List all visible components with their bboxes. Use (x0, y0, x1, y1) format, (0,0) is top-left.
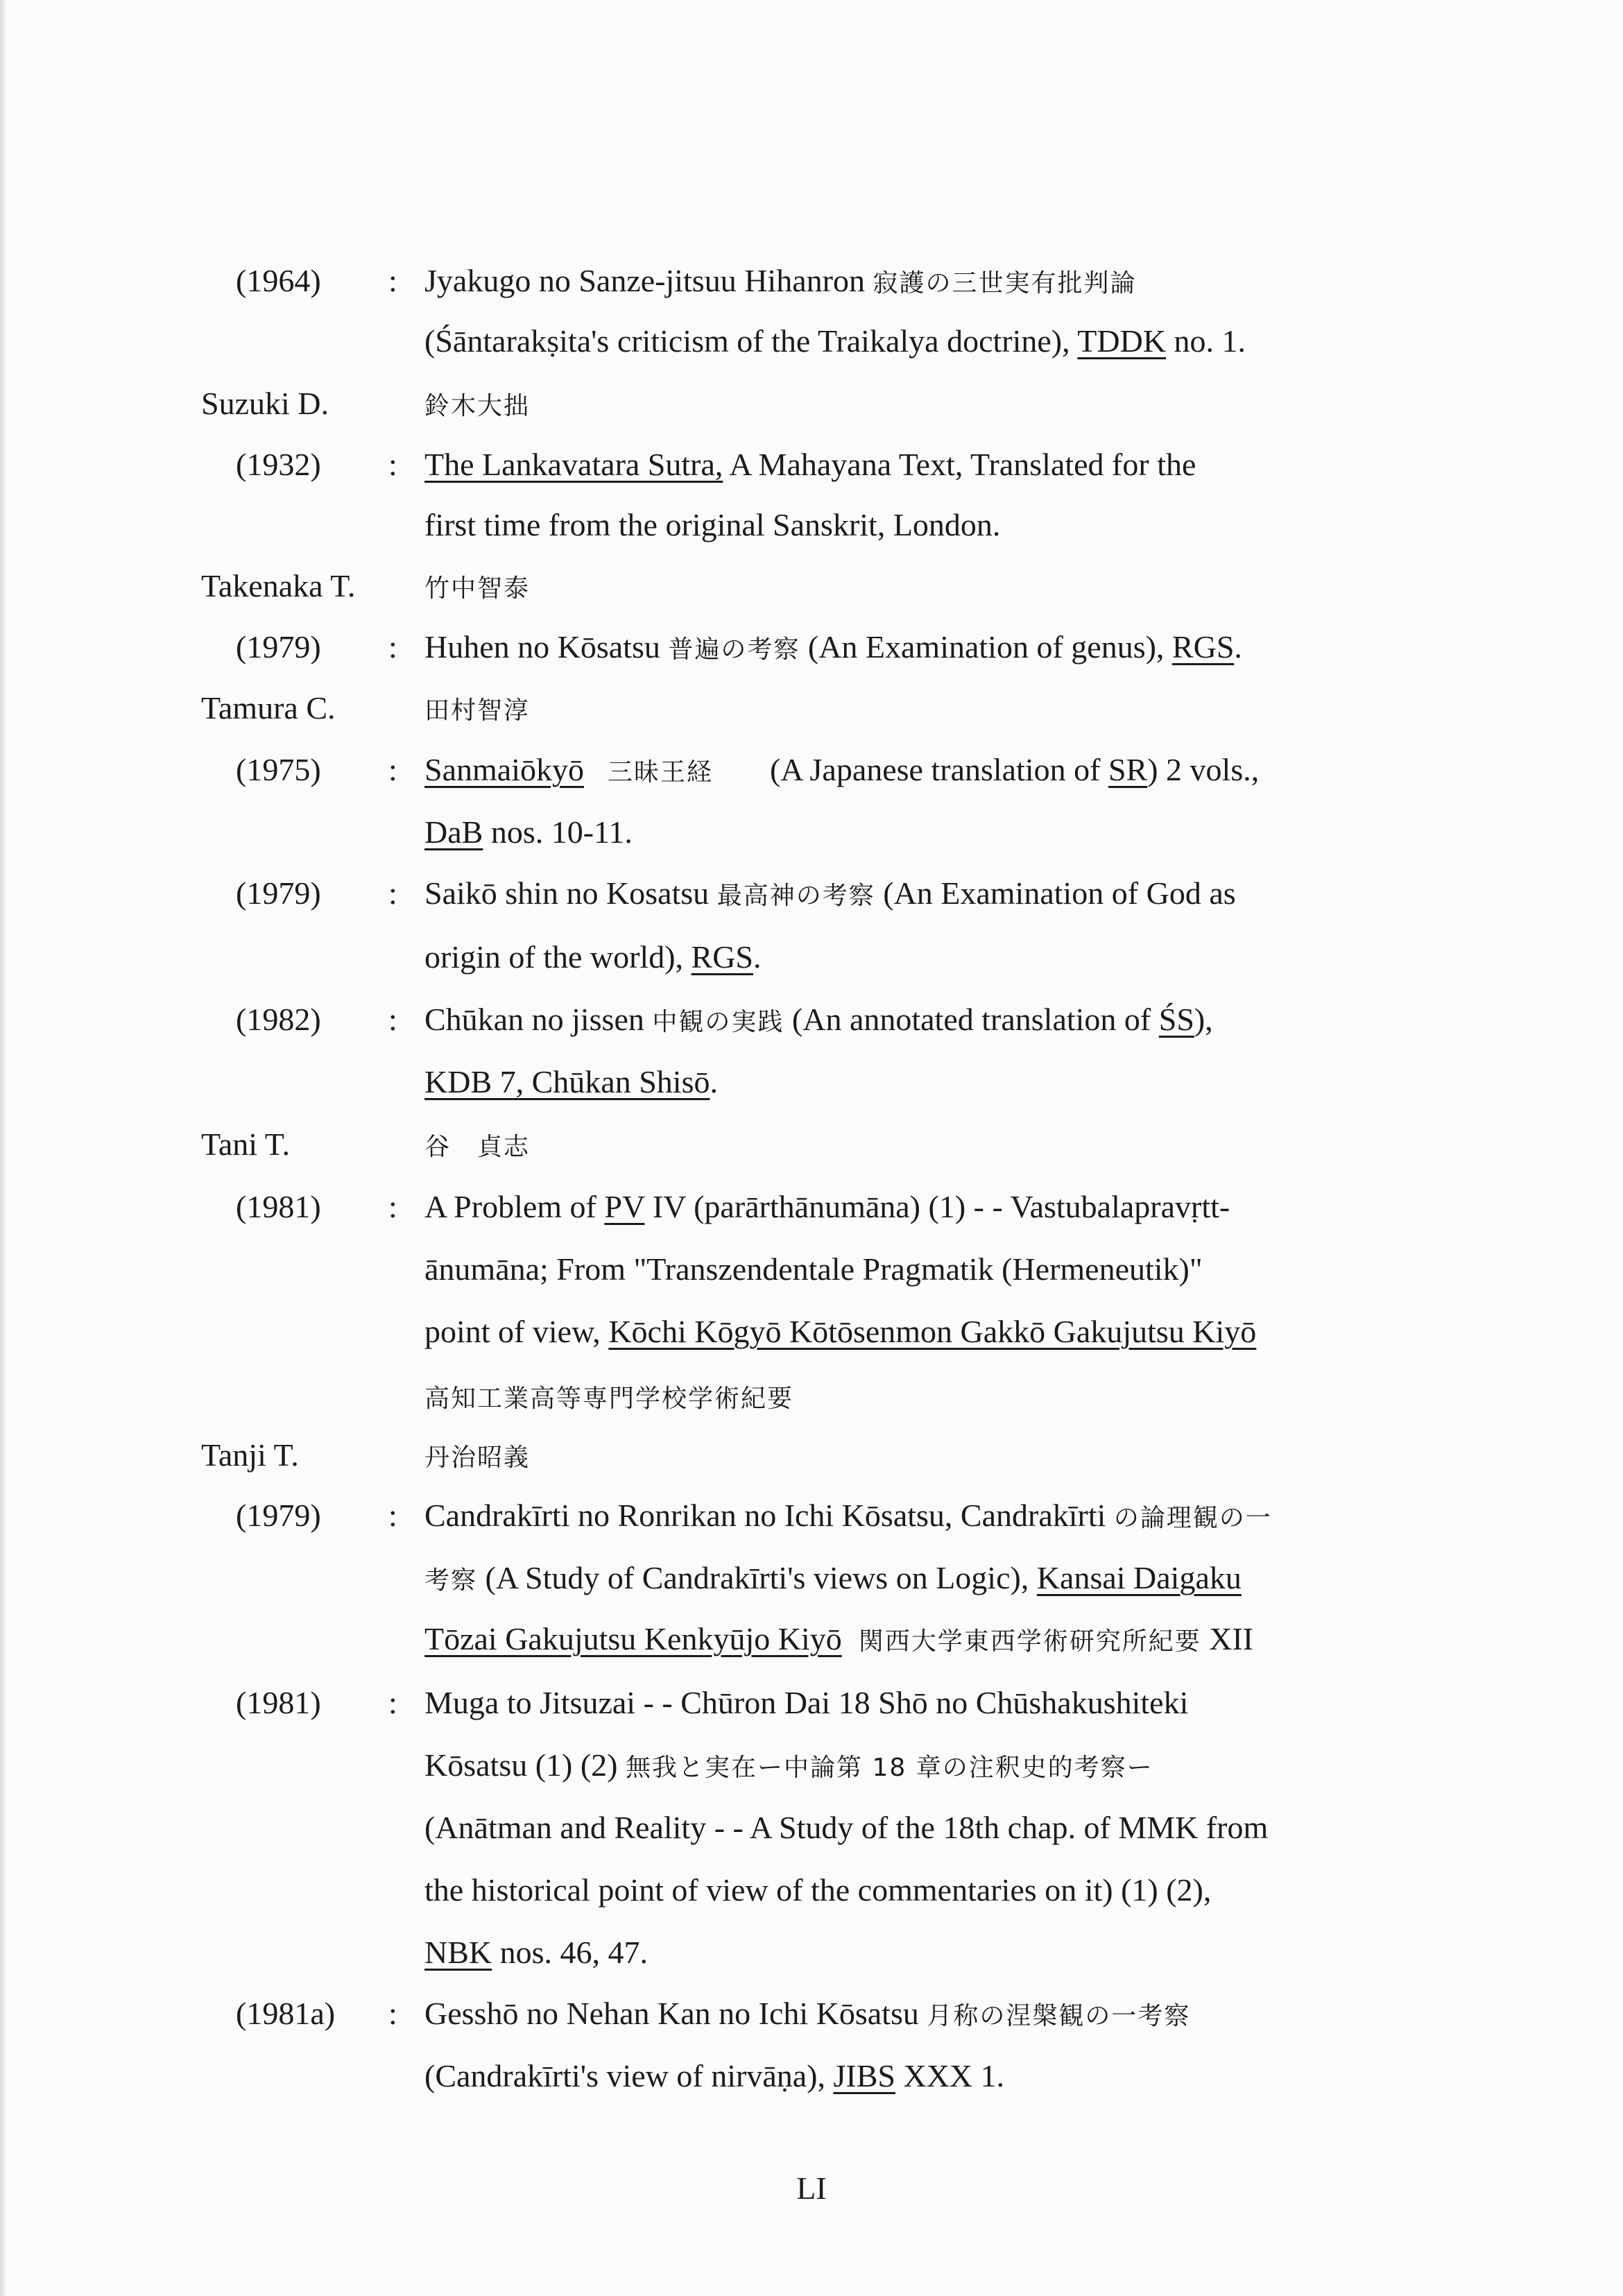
entry-colon: : (388, 1002, 397, 1037)
citation-line (424, 2055, 1004, 2097)
entry-year: (1981) (236, 1685, 321, 1720)
citation-line (424, 999, 1213, 1043)
citation-text: origin of the world), (424, 939, 692, 975)
citation-text: (An Examination of God as (875, 875, 1236, 911)
citation-text: the historical point of view of the commentaries on it) (1) (2), (424, 1872, 1212, 1908)
citation-text: Huhen no Kōsatsu (424, 629, 669, 665)
citation-text: Kōsatsu (1) (2) (424, 1747, 626, 1783)
entry-year: (1979) (236, 875, 321, 911)
author-japanese-line (424, 383, 530, 427)
journal-japanese-title: 関西大学東西学術研究所紀要 (858, 1627, 1201, 1656)
journal-title: Kōchi Kōgyō Kōtōsenmon Gakkō Gakujutsu Kiyō (608, 1314, 1257, 1349)
citation-text: Saikō shin no Kosatsu (424, 875, 717, 911)
entry-colon: : (388, 447, 397, 482)
citation-line (424, 1186, 1230, 1228)
citation-text: A Mahayana Text, Translated for the (723, 447, 1196, 482)
citation-line (424, 444, 1196, 486)
citation-text: first time from the original Sanskrit, London. (424, 507, 1001, 542)
citation-line (424, 260, 1136, 305)
author-japanese-name: 鈴木大拙 (424, 392, 531, 420)
japanese-title: 三昧王経 (607, 758, 713, 787)
citation-text: Muga to Jitsuzai - - Chūron Dai 18 Shō no Chūshakushiteki (424, 1685, 1189, 1720)
text-abbrev: ŚS (1158, 1002, 1194, 1037)
entry-colon: : (388, 629, 397, 665)
citation-line (424, 320, 1246, 362)
citation-text: A Problem of (424, 1189, 605, 1224)
journal-abbrev: JIBS (833, 2058, 895, 2093)
citation-line (424, 749, 1259, 794)
citation-text: point of view, (424, 1314, 609, 1349)
citation-text: ) 2 vols., (1147, 752, 1260, 787)
citation-line (424, 1311, 1256, 1353)
journal-abbrev: RGS (691, 939, 754, 975)
citation-text: IV (parārthānumāna) (1) - - Vastubalapravṛtt- (644, 1189, 1230, 1224)
japanese-title: 無我と実在ー中論第 18 章の注釈史的考察ー (626, 1754, 1153, 1782)
series-abbrev: DaB (424, 814, 483, 850)
citation-line (424, 626, 1242, 671)
japanese-title: の論理観の一 (1113, 1504, 1272, 1532)
citation-line (424, 1993, 1190, 2037)
book-title: The Lankavatara Sutra, (424, 447, 723, 482)
citation-line (424, 1682, 1188, 1724)
citation-text: (A Japanese translation of (770, 752, 1108, 787)
text-abbrev: PV (604, 1189, 645, 1224)
citation-line (424, 1869, 1211, 1911)
citation-text: XXX 1. (895, 2058, 1005, 2093)
citation-line (424, 1376, 793, 1420)
journal-abbrev: TDDK (1077, 323, 1167, 359)
author-name: Tani T. (201, 1126, 290, 1162)
entry-year: (1982) (236, 1002, 321, 1037)
author-japanese-name: 竹中智泰 (424, 574, 531, 603)
author-name: Tamura C. (201, 690, 336, 726)
japanese-title: 月称の涅槃観の一考察 (927, 2002, 1191, 2030)
citation-line (424, 1745, 1153, 1789)
japanese-title: 普遍の考察 (668, 635, 800, 664)
author-japanese-line (424, 1434, 530, 1479)
citation-line (424, 1061, 718, 1103)
author-japanese-name: 丹治昭義 (424, 1443, 531, 1472)
scan-edge (0, 0, 7, 2296)
citation-line (424, 936, 762, 978)
entry-colon: : (388, 875, 397, 911)
citation-line (424, 873, 1236, 917)
entry-year: (1979) (236, 1498, 321, 1533)
entry-year: (1981) (236, 1189, 321, 1224)
citation-text: ānumāna; From "Transzendentale Pragmatik (Hermeneutik)" (424, 1251, 1203, 1287)
entry-colon: : (388, 1685, 397, 1720)
citation-line (424, 1932, 648, 1973)
author-name: Tanji T. (201, 1437, 299, 1473)
japanese-title: 最高神の考察 (716, 882, 875, 910)
page-number: LI (796, 2170, 827, 2206)
author-japanese-line (424, 1124, 530, 1168)
citation-text: . (753, 939, 762, 975)
citation-text: XII (1201, 1621, 1254, 1656)
author-japanese-line (424, 687, 530, 732)
citation-line (424, 1249, 1203, 1290)
entry-colon: : (388, 752, 397, 787)
entry-colon: : (388, 263, 397, 298)
japanese-title: 中観の実践 (652, 1008, 784, 1036)
entry-year: (1981a) (236, 1996, 336, 2031)
entry-colon: : (388, 1996, 397, 2031)
text-abbrev: SR (1108, 752, 1148, 787)
book-title: Sanmaiōkyō (424, 752, 584, 787)
citation-text: (An Examination of genus), (800, 629, 1172, 665)
citation-text: nos. 10-11. (483, 814, 633, 850)
journal-title: Tōzai Gakujutsu Kenkyūjo Kiyō (424, 1621, 842, 1656)
japanese-title: 考察 (424, 1566, 478, 1595)
citation-text: nos. 46, 47. (492, 1935, 649, 1970)
journal-abbrev: NBK (424, 1935, 492, 1970)
author-name: Suzuki D. (201, 386, 329, 421)
citation-text: Candrakīrti no Ronrikan no Ichi Kōsatsu, Candrakīrti (424, 1498, 1114, 1533)
citation-text: (An annotated translation of (784, 1002, 1159, 1037)
citation-text: . (1234, 629, 1242, 665)
citation-text: no. 1. (1166, 323, 1246, 359)
citation-line (424, 1618, 1253, 1663)
citation-text: Jyakugo no Sanze-jitsuu Hihanron (424, 263, 873, 298)
citation-text: Gesshō no Nehan Kan no Ichi Kōsatsu (424, 1996, 927, 2031)
citation-text: (Candrakīrti's view of nirvāṇa), (424, 2058, 834, 2093)
entry-colon: : (388, 1189, 397, 1224)
author-japanese-name: 田村智淳 (424, 696, 531, 725)
author-name: Takenaka T. (201, 568, 356, 603)
citation-text: (A Study of Candrakīrti's views on Logic), (477, 1560, 1037, 1595)
entry-year: (1979) (236, 629, 321, 665)
entry-year: (1932) (236, 447, 321, 482)
journal-abbrev: RGS (1171, 629, 1235, 665)
citation-line (424, 1807, 1268, 1849)
entry-year: (1964) (236, 263, 321, 298)
citation-text: Chūkan no jissen (424, 1002, 653, 1037)
entry-colon: : (388, 1498, 397, 1533)
citation-text: ), (1194, 1002, 1213, 1037)
journal-japanese-title: 高知工業高等専門学校学術紀要 (424, 1385, 794, 1413)
citation-line (424, 1495, 1272, 1539)
entry-year: (1975) (236, 752, 321, 787)
citation-text: . (710, 1064, 718, 1099)
series-title: KDB 7, Chūkan Shisō (424, 1064, 710, 1099)
citation-line (424, 812, 633, 853)
citation-line (424, 504, 1000, 546)
author-japanese-name: 谷 貞志 (424, 1133, 531, 1161)
journal-title: Kansai Daigaku (1036, 1560, 1242, 1595)
citation-text: (Śāntarakṣita's criticism of the Traikalya doctrine), (424, 323, 1078, 359)
author-japanese-line (424, 565, 530, 610)
japanese-title: 寂護の三世実有批判論 (873, 269, 1137, 298)
citation-line (424, 1557, 1242, 1602)
citation-text: (Anātman and Reality - - A Study of the 18th chap. of MMK from (424, 1810, 1269, 1845)
